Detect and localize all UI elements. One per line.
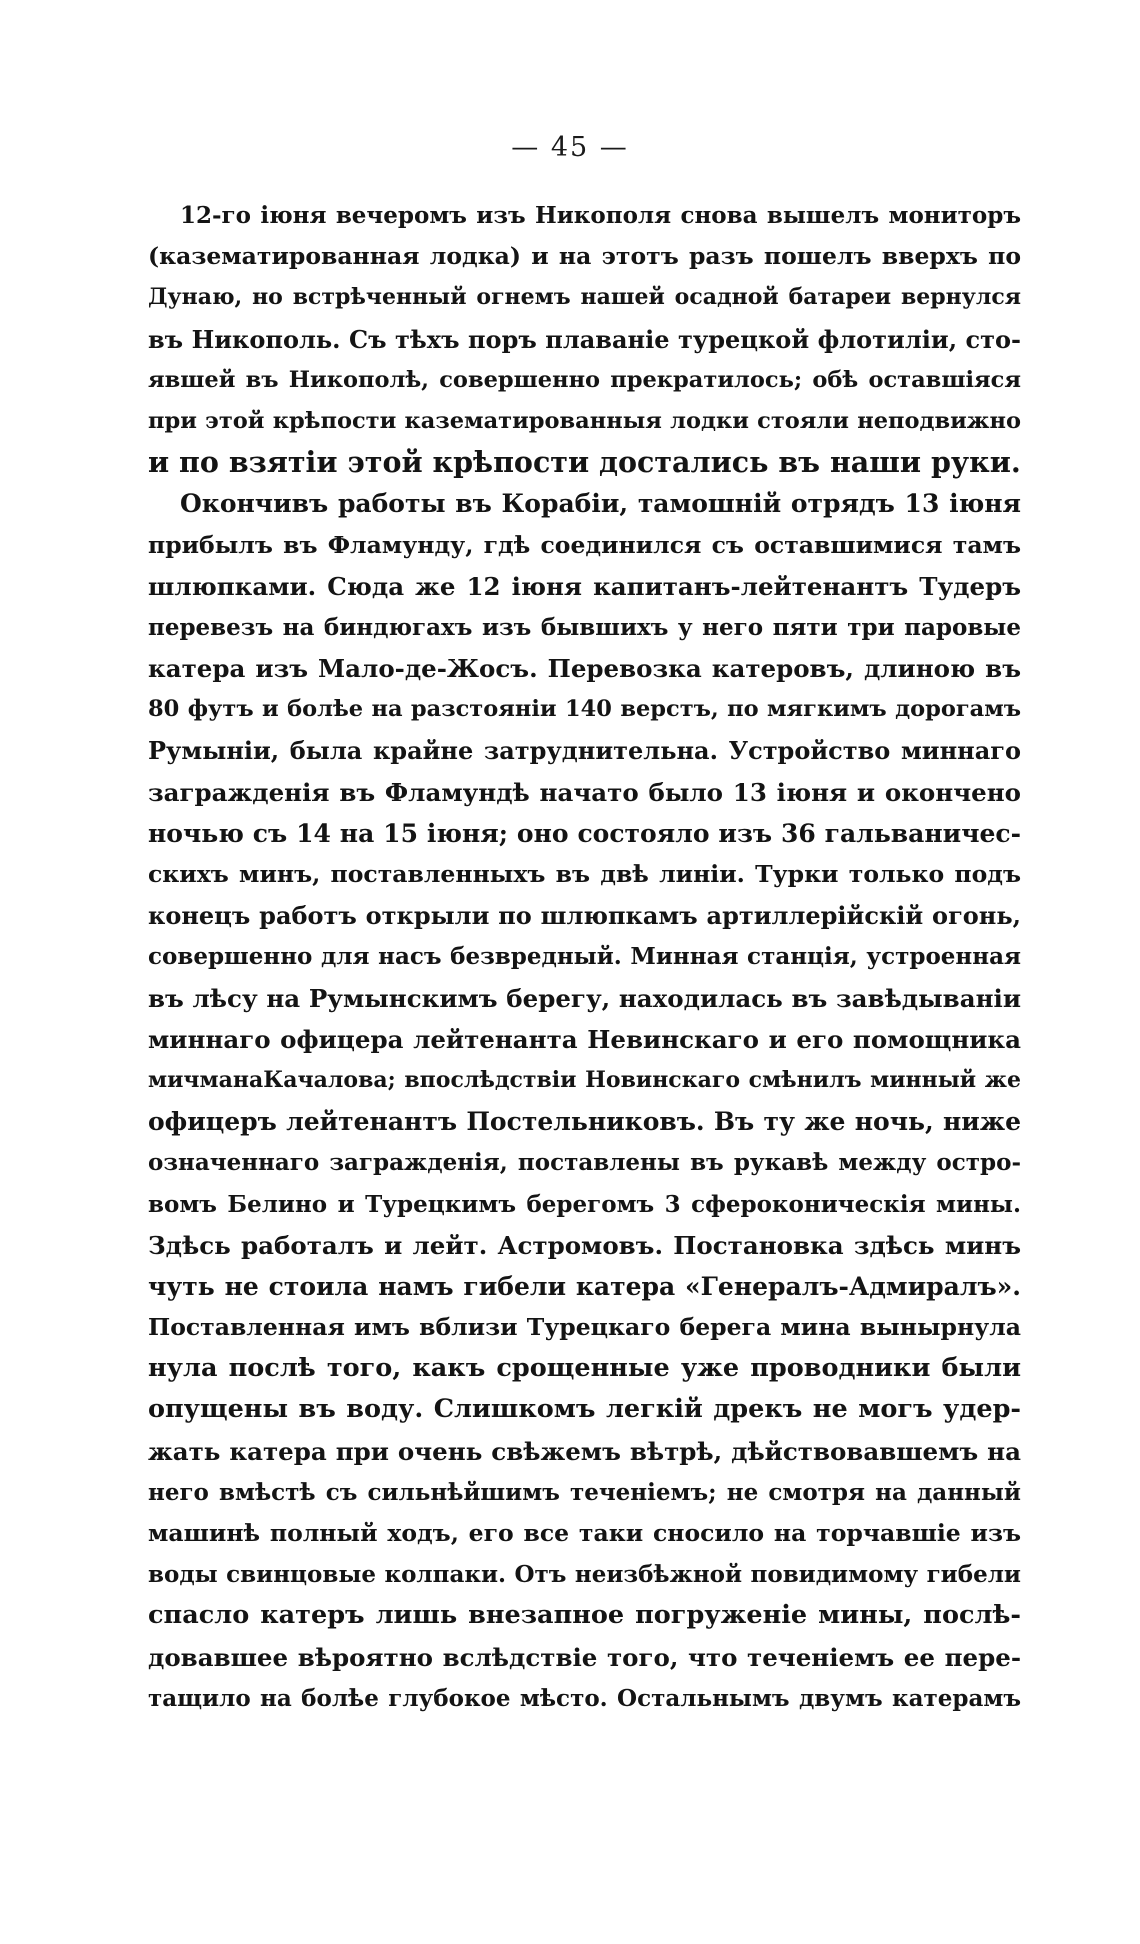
- text-line: Здѣсь работалъ и лейт. Астромовъ. Постановка здѣсь минъ: [148, 1230, 1021, 1260]
- text-line: жать катера при очень свѣжемъ вѣтрѣ, дѣйствовавшемъ на: [148, 1436, 1021, 1466]
- text-line: офицеръ лейтенантъ Постельниковъ. Въ ту же ночь, ниже: [148, 1107, 1021, 1137]
- text-line: 12-го іюня вечеромъ изъ Никополя снова вышелъ мониторъ: [180, 202, 1021, 229]
- text-line: катера изъ Мало-де-Жосъ. Перевозка катеровъ, длиною въ: [148, 654, 1021, 684]
- text-line: Поставленная имъ вблизи Турецкаго берега мина вынырнула: [148, 1313, 1021, 1342]
- body-text: [148, 195, 1021, 1719]
- text-line: перевезъ на биндюгахъ изъ бывшихъ у него пяти три паровые: [148, 613, 1021, 641]
- text-line: 80 футъ и болѣе на разстояніи 140 верстъ, по мягкимъ дорогамъ: [148, 696, 1021, 723]
- text-line: (казематированная лодка) и на этотъ разъ пошелъ вверхъ по: [148, 242, 1021, 271]
- text-line: довавшее вѣроятно вслѣдствіе того, что теченіемъ ее пере-: [148, 1642, 1021, 1672]
- text-line: при этой крѣпости казематированныя лодки стояли неподвижно: [148, 407, 1021, 434]
- text-line: машинѣ полный ходъ, его все таки сносило на торчавшіе изъ: [148, 1519, 1021, 1547]
- text-line: прибылъ въ Фламунду, гдѣ соединился съ оставшимися тамъ: [148, 530, 1021, 559]
- paragraph-1: [148, 195, 1021, 483]
- text-line: въ лѣсу на Румынскимъ берегу, находилась въ завѣдываніи: [148, 983, 1021, 1013]
- text-line: миннаго офицера лейтенанта Невинскаго и его помощника: [148, 1024, 1021, 1054]
- text-line: нула послѣ того, какъ срощенные уже проводники были: [148, 1353, 1021, 1384]
- text-line: воды свинцовые колпаки. Отъ неизбѣжной повидимому гибели: [148, 1561, 1021, 1589]
- text-line: скихъ минъ, поставленныхъ въ двѣ линіи. Турки только подъ: [148, 860, 1021, 888]
- text-line: и по взятіи этой крѣпости достались въ наши руки.: [148, 445, 1021, 480]
- text-line: шлюпками. Сюда же 12 іюня капитанъ-лейтенантъ Тудеръ: [148, 571, 1021, 601]
- paragraph-2: [148, 483, 1021, 1719]
- text-line: Окончивъ работы въ Корабіи, тамошній отрядъ 13 іюня: [180, 489, 1021, 519]
- text-line: мичманаКачалова; впослѣдствіи Новинскаго смѣнилъ минный же: [148, 1066, 1021, 1093]
- text-line: спасло катеръ лишь внезапное погруженіе мины, послѣ-: [148, 1600, 1021, 1631]
- text-line: конецъ работъ открыли по шлюпкамъ артиллерійскій огонь,: [148, 901, 1021, 931]
- text-line: чуть не стоила намъ гибели катера «Генералъ-Адмиралъ».: [148, 1271, 1021, 1301]
- text-line: Румыніи, была крайне затруднительна. Устройство миннаго: [148, 736, 1021, 766]
- text-line: въ Никополь. Съ тѣхъ поръ плаваніе турецкой флотиліи, сто-: [148, 324, 1021, 354]
- text-line: тащило на болѣе глубокое мѣсто. Остальнымъ двумъ катерамъ: [148, 1684, 1021, 1712]
- text-line: опущены въ воду. Слишкомъ легкій дрекъ не могъ удер-: [148, 1394, 1021, 1425]
- text-line: него вмѣстѣ съ сильнѣйшимъ теченіемъ; не смотря на данный: [148, 1478, 1021, 1506]
- text-line: загражденія въ Фламундѣ начато было 13 іюня и окончено: [148, 777, 1021, 807]
- page-number: — 45 —: [511, 132, 629, 163]
- text-line: явшей въ Никополѣ, совершенно прекратилось; обѣ оставшіяся: [148, 366, 1021, 393]
- text-line: Дунаю, но встрѣченный огнемъ нашей осадной батареи вернулся: [148, 284, 1021, 311]
- text-line: вомъ Белино и Турецкимъ берегомъ 3 сфероконическія мины.: [148, 1190, 1021, 1218]
- text-line: совершенно для насъ безвредный. Минная станція, устроенная: [148, 943, 1021, 971]
- text-line: ночью съ 14 на 15 іюня; оно состояло изъ 36 гальваничес-: [148, 818, 1021, 848]
- text-line: означеннаго загражденія, поставлены въ рукавѣ между остро-: [148, 1149, 1021, 1177]
